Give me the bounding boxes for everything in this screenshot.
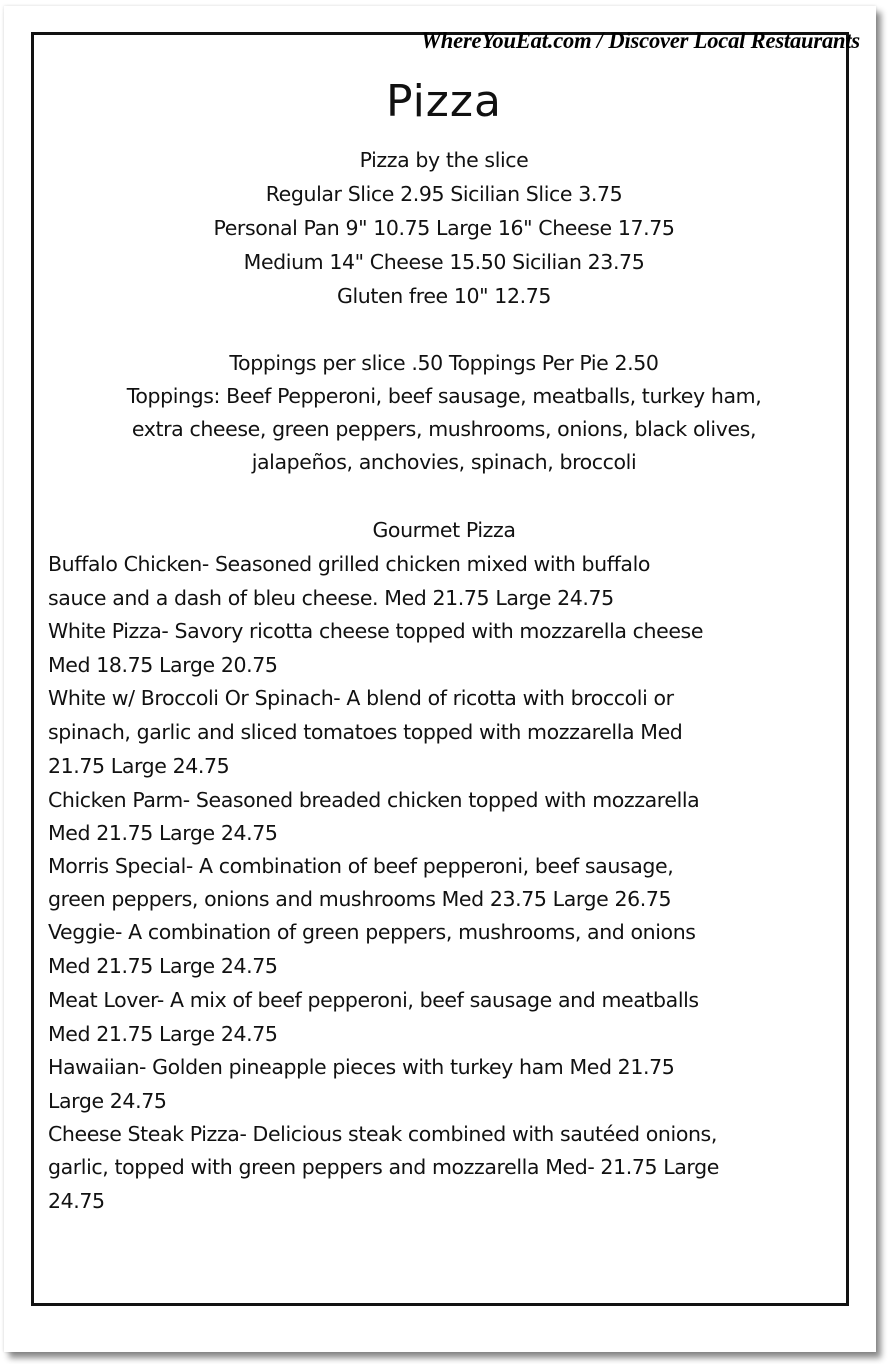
gourmet-item-line: 24.75 <box>48 1189 105 1213</box>
gourmet-item-line: garlic, topped with green peppers and mozzarella Med- 21.75 Large <box>48 1155 719 1179</box>
gourmet-item-line: spinach, garlic and sliced tomatoes topped with mozzarella Med <box>48 720 683 744</box>
price-line: Gluten free 10" 12.75 <box>337 284 551 308</box>
gourmet-item-line: Med 18.75 Large 20.75 <box>48 653 278 677</box>
gourmet-item-line: White Pizza- Savory ricotta cheese topped with mozzarella cheese <box>48 619 704 643</box>
toppings-list-line: Toppings: Beef Pepperoni, beef sausage, meatballs, turkey ham, <box>126 384 762 408</box>
gourmet-item-line: Buffalo Chicken- Seasoned grilled chicken mixed with buffalo <box>48 552 651 576</box>
price-line: Personal Pan 9" 10.75 Large 16" Cheese 17.75 <box>213 216 675 240</box>
gourmet-item-line: Veggie- A combination of green peppers, mushrooms, and onions <box>48 920 696 944</box>
gourmet-item-line: Med 21.75 Large 24.75 <box>48 821 278 845</box>
gourmet-item-line: 21.75 Large 24.75 <box>48 754 230 778</box>
gourmet-item-line: Med 21.75 Large 24.75 <box>48 1022 278 1046</box>
gourmet-item-line: sauce and a dash of bleu cheese. Med 21.75 Large 24.75 <box>48 586 614 610</box>
section-heading-by-the-slice: Pizza by the slice <box>359 148 529 172</box>
toppings-list-line: jalapeños, anchovies, spinach, broccoli <box>251 450 637 474</box>
toppings-list-line: extra cheese, green peppers, mushrooms, onions, black olives, <box>131 417 757 441</box>
price-line: Medium 14" Cheese 15.50 Sicilian 23.75 <box>243 250 645 274</box>
gourmet-item-line: Med 21.75 Large 24.75 <box>48 954 278 978</box>
toppings-price-line: Toppings per slice .50 Toppings Per Pie 2.50 <box>229 351 659 375</box>
price-line: Regular Slice 2.95 Sicilian Slice 3.75 <box>265 182 623 206</box>
gourmet-item-line: White w/ Broccoli Or Spinach- A blend of ricotta with broccoli or <box>48 686 674 710</box>
gourmet-item-line: Morris Special- A combination of beef pepperoni, beef sausage, <box>48 854 674 878</box>
gourmet-item-line: Large 24.75 <box>48 1089 167 1113</box>
gourmet-item-line: Cheese Steak Pizza- Delicious steak combined with sautéed onions, <box>48 1122 717 1146</box>
gourmet-item-line: Hawaiian- Golden pineapple pieces with turkey ham Med 21.75 <box>48 1055 675 1079</box>
page-title: Pizza <box>386 76 502 127</box>
site-watermark: WhereYouEat.com / Discover Local Restaurants <box>420 28 860 53</box>
gourmet-item-line: Chicken Parm- Seasoned breaded chicken topped with mozzarella <box>48 788 700 812</box>
section-heading-gourmet: Gourmet Pizza <box>372 518 516 542</box>
gourmet-item-line: Meat Lover- A mix of beef pepperoni, beef sausage and meatballs <box>48 988 699 1012</box>
gourmet-item-line: green peppers, onions and mushrooms Med 23.75 Large 26.75 <box>48 887 672 911</box>
